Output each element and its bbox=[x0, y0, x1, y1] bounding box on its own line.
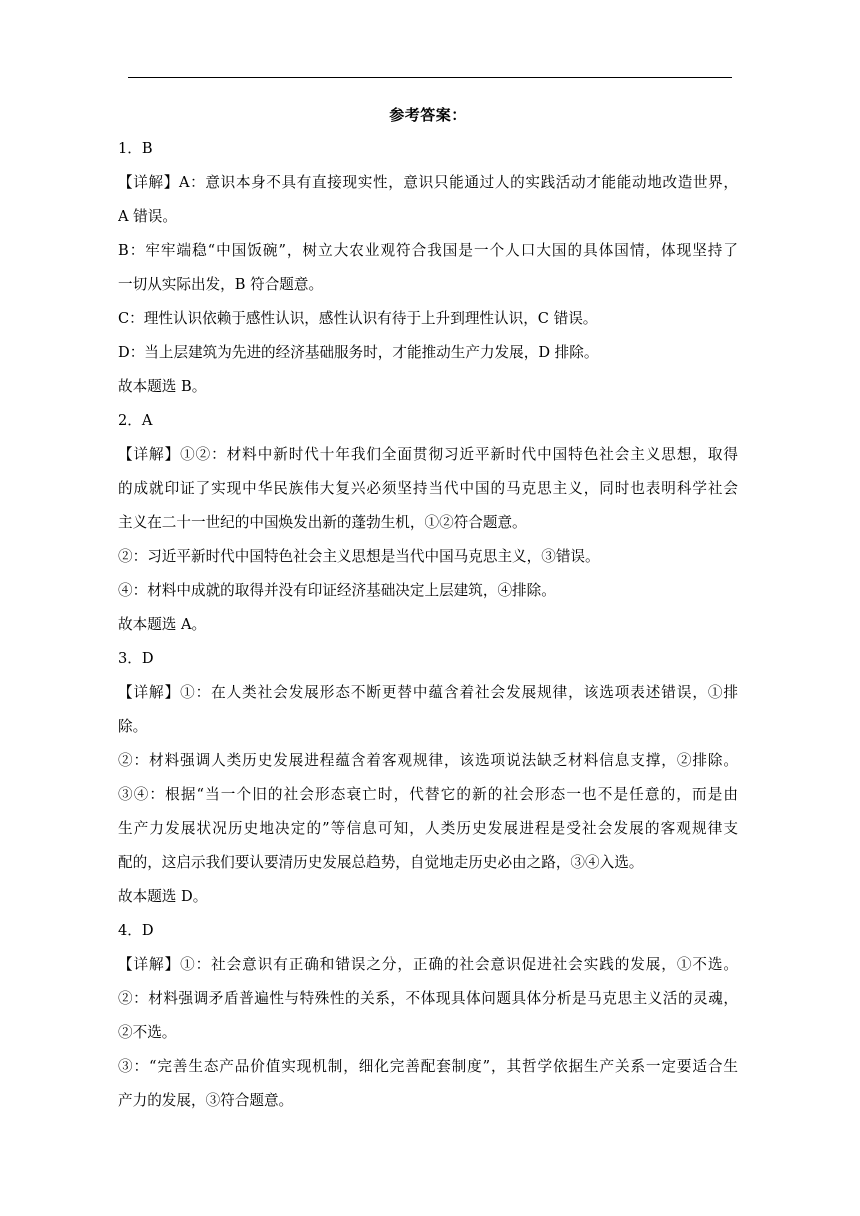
answer-text-line: 主义在二十一世纪的中国焕发出新的蓬勃生机，①②符合题意。 bbox=[118, 514, 527, 531]
answer-text-line: D：当上层建筑为先进的经济基础服务时，才能推动生产力发展，D 排除。 bbox=[118, 344, 599, 361]
answer-text-line: 产力的发展，③符合题意。 bbox=[118, 1092, 294, 1109]
answer-text-line: 【详解】①②：材料中新时代十年我们全面贯彻习近平新时代中国特色社会主义思想，取得 bbox=[118, 446, 738, 463]
answer-text-line: 【详解】①：在人类社会发展形态不断更替中蕴含着社会发展规律，该选项表述错误，①排 bbox=[118, 684, 738, 701]
answer-text-line: ②不选。 bbox=[118, 1024, 177, 1041]
question-number: 4．D bbox=[118, 922, 154, 939]
answer-lines bbox=[118, 132, 738, 1118]
answer-text-line: ③：“完善生态产品价值实现机制，细化完善配套制度”，其哲学依据生产关系一定要适合生 bbox=[118, 1058, 738, 1075]
question-number: 3．D bbox=[118, 650, 154, 667]
answer-text-line: ③④：根据“当一个旧的社会形态衰亡时，代替它的新的社会形态一也不是任意的，而是由 bbox=[118, 786, 738, 803]
answer-text-line: B：牢牢端稳“中国饭碗”，树立大农业观符合我国是一个人口大国的具体国情，体现坚持了 bbox=[118, 242, 738, 259]
answer-text-line: 故本题选 D。 bbox=[118, 888, 208, 905]
answer-text-line: ②：材料强调人类历史发展进程蕴含着客观规律，该选项说法缺乏材料信息支撑，②排除。 bbox=[118, 752, 738, 769]
answer-text-line: 【详解】A：意识本身不具有直接现实性，意识只能通过人的实践活动才能能动地改造世界， bbox=[118, 174, 738, 191]
answer-text-line: A 错误。 bbox=[118, 208, 177, 225]
answer-text-line: ②：习近平新时代中国特色社会主义思想是当代中国马克思主义，③错误。 bbox=[118, 548, 600, 565]
answer-text-line: ②：材料强调矛盾普遍性与特殊性的关系，不体现具体问题具体分析是马克思主义活的灵魂， bbox=[118, 990, 738, 1007]
answer-text-line: 的成就印证了实现中华民族伟大复兴必须坚持当代中国的马克思主义，同时也表明科学社会 bbox=[118, 480, 738, 497]
question-number: 1．B bbox=[118, 140, 153, 157]
question-number: 2．A bbox=[118, 412, 153, 429]
answer-text-line: 故本题选 A。 bbox=[118, 616, 207, 633]
header-rule bbox=[128, 77, 732, 78]
answer-title: 参考答案： bbox=[389, 106, 467, 124]
answer-text-line: C：理性认识依赖于感性认识，感性认识有待于上升到理性认识，C 错误。 bbox=[118, 310, 598, 327]
answer-text-line: 除。 bbox=[118, 718, 148, 735]
answer-text-line: 生产力发展状况历史地决定的”等信息可知，人类历史发展进程是受社会发展的客观规律支 bbox=[118, 820, 738, 837]
answer-text-line: 配的，这启示我们要认要清历史发展总趋势，自觉地走历史必由之路，③④入选。 bbox=[118, 854, 644, 871]
answer-text-line: ④：材料中成就的取得并没有印证经济基础决定上层建筑，④排除。 bbox=[118, 582, 556, 599]
answer-text-line: 一切从实际出发，B 符合题意。 bbox=[118, 276, 324, 293]
answer-content bbox=[118, 98, 738, 1118]
answer-text-line: 故本题选 B。 bbox=[118, 378, 207, 395]
answer-text-line: 【详解】①：社会意识有正确和错误之分，正确的社会意识促进社会实践的发展，①不选。 bbox=[118, 956, 738, 973]
